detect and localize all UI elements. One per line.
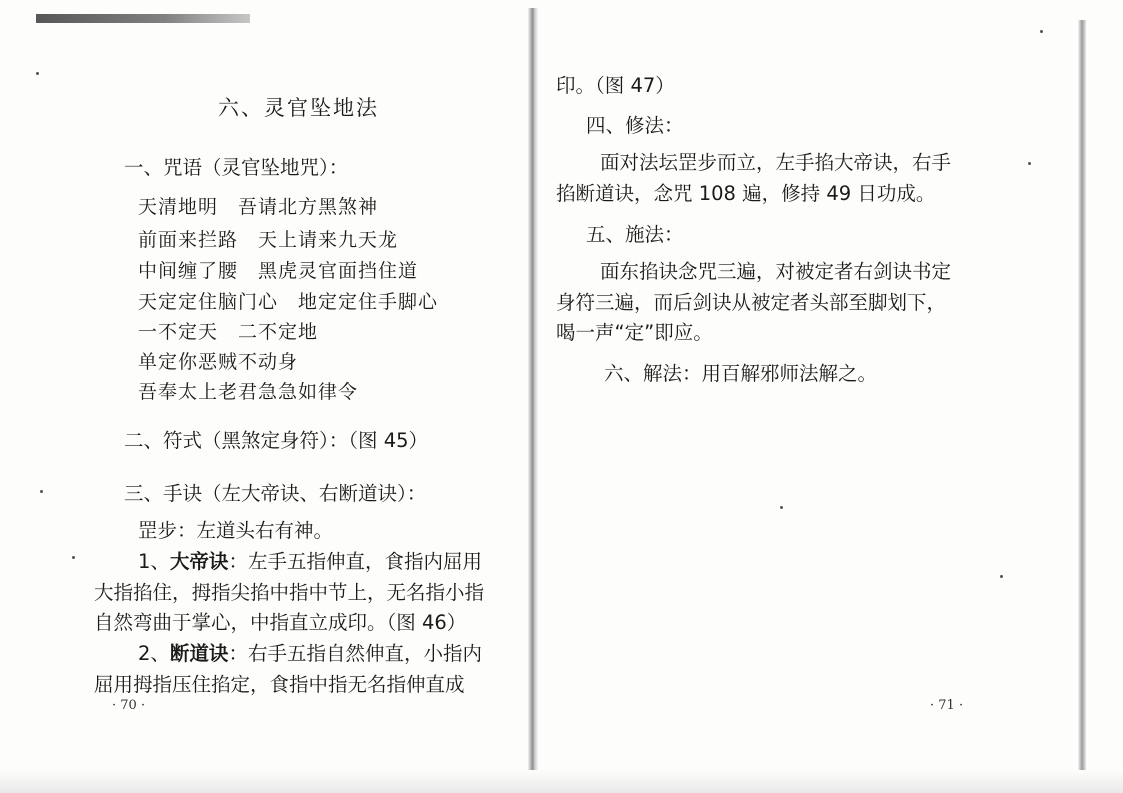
incantation-line: 前面来拦路 天上请来九天龙 (138, 229, 399, 251)
scan-speck (72, 556, 75, 559)
page-number-71: · 71 · (930, 698, 964, 713)
section-2-heading: 二、符式（黑煞定身符）：（图 45） (124, 429, 429, 452)
incantation-line: 天定定住脑门心 地定定住手脚心 (138, 291, 439, 313)
paragraph-1-number: 1、 (138, 550, 170, 573)
incantation-line: 天清地明 吾请北方黑煞神 (138, 196, 379, 218)
incantation-line: 中间缠了腰 黑虎灵官面挡住道 (138, 260, 419, 282)
paragraph-1-line-3: 自然弯曲于掌心，中指直立成印。（图 46） (94, 611, 467, 634)
section-5-heading: 五、施法： (586, 223, 684, 246)
page-number-70: · 70 · (112, 698, 146, 713)
paragraph-2-line-1 (138, 638, 482, 666)
section-4-heading: 四、修法： (586, 114, 684, 137)
paragraph-1-line-2: 大指掐住，拇指尖掐中指中节上，无名指小指 (94, 581, 485, 604)
scan-speck (780, 506, 783, 509)
book-spine (528, 8, 538, 788)
scan-speck (1000, 575, 1003, 578)
paragraph-2-line-2: 屈用拇指压住掐定，食指中指无名指伸直成 (94, 673, 465, 696)
section-4-line-1: 面对法坛罡步而立，左手掐大帝诀，右手 (600, 151, 952, 174)
paragraph-1-line-1 (138, 546, 482, 574)
incantation-line: 单定你恶贼不动身 (138, 351, 299, 373)
paragraph-1-text: ：左手五指伸直，食指内屈用 (228, 550, 482, 573)
section-5-line-3: 喝一声“定”即应。 (556, 321, 713, 344)
gangbu-line: 罡步：左道头右有神。 (138, 519, 334, 542)
right-page (540, 0, 1080, 793)
section-3-heading: 三、手诀（左大帝诀、右断道诀）： (124, 482, 427, 505)
section-4-line-2: 掐断道诀，念咒 108 遍，修持 49 日功成。 (556, 182, 936, 205)
paragraph-2-term: 断道诀 (169, 642, 229, 665)
scan-speck (1040, 30, 1043, 33)
paragraph-2-number: 2、 (138, 642, 170, 665)
scan-speck (40, 490, 43, 493)
paragraph-1-term: 大帝诀 (169, 550, 229, 573)
left-page (0, 0, 528, 793)
scan-speck (36, 72, 39, 75)
paragraph-2-text: ：右手五指自然伸直，小指内 (228, 642, 482, 665)
section-5-line-1: 面东掐诀念咒三遍，对被定者右剑诀书定 (600, 260, 952, 283)
incantation-line: 吾奉太上老君急急如律令 (138, 381, 359, 403)
continued-line: 印。（图 47） (556, 74, 675, 97)
section-6-line: 六、解法：用百解邪师法解之。 (604, 362, 878, 385)
incantation-line: 一不定天 二不定地 (138, 321, 319, 343)
scan-speck (1028, 162, 1031, 165)
chapter-title: 六、灵官坠地法 (218, 96, 379, 120)
section-1-heading: 一、咒语（灵官坠地咒）： (124, 156, 349, 179)
section-5-line-2: 身符三遍，而后剑诀从被定者头部至脚划下， (556, 291, 947, 314)
